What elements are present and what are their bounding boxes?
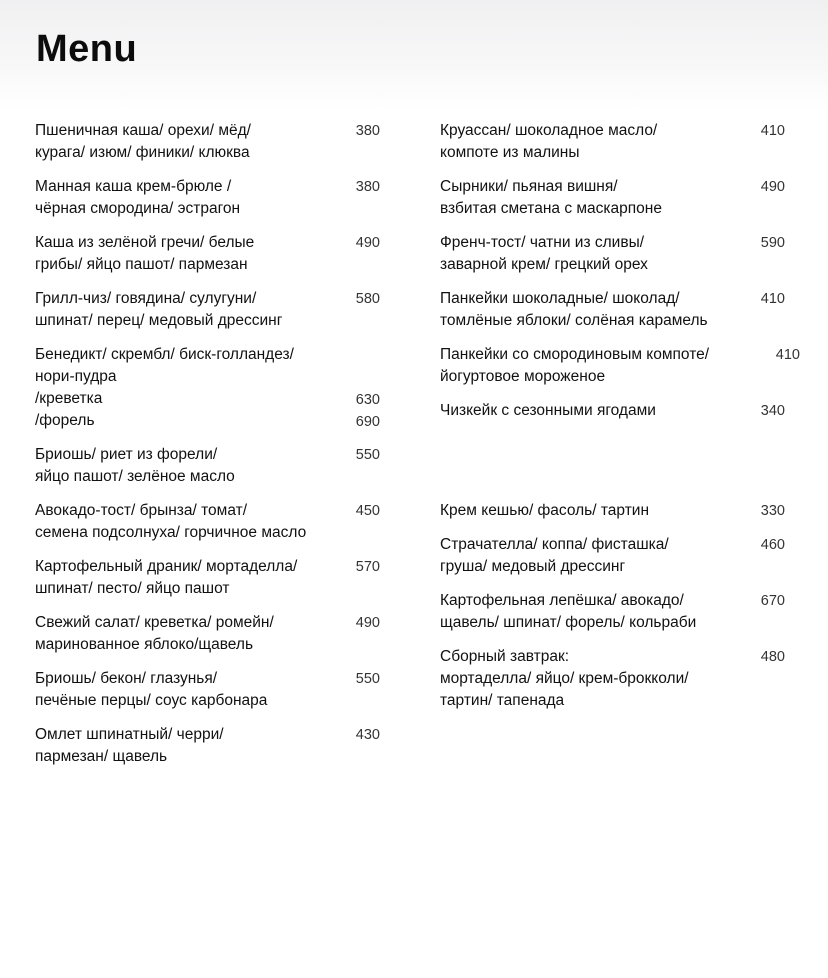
menu-item-price: 410 <box>775 347 800 363</box>
menu-item-name: Омлет шпинатный/ черри/ пармезан/ щавель <box>35 726 224 765</box>
menu-item <box>35 120 385 164</box>
menu-item-name: Бриошь/ риет из форели/ яйцо пашот/ зелёное масло <box>35 446 235 485</box>
menu-item-variant <box>35 410 385 432</box>
menu-item-name: Авокадо-тост/ брынза/ томат/ семена подсолнуха/ горчичное масло <box>35 502 307 541</box>
menu-item-name: Чизкейк с сезонными ягодами <box>440 402 656 419</box>
menu-item <box>440 344 800 388</box>
menu-item-price: 580 <box>355 291 380 307</box>
menu-item-name: Грилл-чиз/ говядина/ сулугуни/ шпинат/ перец/ медовый дрессинг <box>35 290 283 329</box>
menu-item <box>440 176 790 220</box>
menu-item <box>35 724 385 768</box>
menu-item-price: 480 <box>760 649 785 665</box>
menu-item-name: Картофельный драник/ мортаделла/ шпинат/ песто/ яйцо пашот <box>35 558 298 597</box>
menu-item-price: 330 <box>760 503 785 519</box>
menu-item <box>440 590 790 634</box>
menu-item-variant <box>35 388 385 410</box>
menu-item-price: 490 <box>760 179 785 195</box>
menu-item-price: 430 <box>355 727 380 743</box>
menu-item-price: 380 <box>355 179 380 195</box>
menu-item <box>35 556 385 600</box>
menu-item <box>440 534 790 578</box>
menu-item-price: 490 <box>355 235 380 251</box>
menu-item-price: 380 <box>355 123 380 139</box>
menu-item-price: 340 <box>760 403 785 419</box>
menu-item-name: Свежий салат/ креветка/ ромейн/ маринованное яблоко/щавель <box>35 614 274 653</box>
menu-item <box>440 400 790 422</box>
menu-item-price: 450 <box>355 503 380 519</box>
menu-item <box>35 232 385 276</box>
menu-item <box>35 668 385 712</box>
menu-item-variant-name: /креветка <box>35 390 103 407</box>
menu-item-price: 630 <box>355 392 380 408</box>
menu-item-price: 460 <box>760 537 785 553</box>
menu-item <box>35 500 385 544</box>
menu-item-price: 670 <box>760 593 785 609</box>
menu-item-price: 550 <box>355 671 380 687</box>
menu-item-price: 490 <box>355 615 380 631</box>
menu-item <box>35 176 385 220</box>
page-title: Menu <box>36 28 138 70</box>
menu-item <box>35 344 385 432</box>
menu-item <box>35 288 385 332</box>
menu-item <box>440 646 790 712</box>
menu-item-name: Картофельная лепёшка/ авокадо/ щавель/ шпинат/ форель/ кольраби <box>440 592 697 631</box>
menu-item-name: Френч-тост/ чатни из сливы/ заварной крем/ грецкий орех <box>440 234 648 273</box>
menu-item-variant-name: /форель <box>35 412 95 429</box>
menu-item-name: Сырники/ пьяная вишня/ взбитая сметана с маскарпоне <box>440 178 662 217</box>
menu-item <box>440 232 790 276</box>
menu-item-name: Панкейки шоколадные/ шоколад/ томлёные яблоки/ солёная карамель <box>440 290 708 329</box>
menu-column-right <box>440 120 800 712</box>
menu-item-price: 690 <box>355 414 380 430</box>
menu-item-price: 570 <box>355 559 380 575</box>
menu-item <box>35 444 385 488</box>
menu-item-name: Манная каша крем-брюле / чёрная смородина/ эстрагон <box>35 178 241 217</box>
menu-item-name: Сборный завтрак: мортаделла/ яйцо/ крем-брокколи/ тартин/ тапенада <box>440 648 689 709</box>
menu-item-price: 550 <box>355 447 380 463</box>
menu-item-price: 410 <box>760 123 785 139</box>
menu-item <box>440 500 790 522</box>
menu-item <box>35 612 385 656</box>
menu-item-name: Бриошь/ бекон/ глазунья/ печёные перцы/ соус карбонара <box>35 670 268 709</box>
menu-item-name: Панкейки со смородиновым компоте/ йогуртовое мороженое <box>440 346 710 385</box>
menu-item-name: Бенедикт/ скрембл/ биск-голландез/ нори-пудра <box>35 346 294 385</box>
menu-item-name: Каша из зелёной гречи/ белые грибы/ яйцо пашот/ пармезан <box>35 234 255 273</box>
menu-item <box>440 288 790 332</box>
menu-item-price: 410 <box>760 291 785 307</box>
menu-item <box>440 120 790 164</box>
menu-item-name: Страчателла/ коппа/ фисташка/ груша/ медовый дрессинг <box>440 536 669 575</box>
menu-item-name: Пшеничная каша/ орехи/ мёд/ курага/ изюм/ финики/ клюква <box>35 122 251 161</box>
menu-column-left <box>35 120 385 768</box>
menu-item-price: 590 <box>760 235 785 251</box>
menu-item-name: Крем кешью/ фасоль/ тартин <box>440 502 650 519</box>
menu-item-name: Круассан/ шоколадное масло/ компоте из малины <box>440 122 658 161</box>
